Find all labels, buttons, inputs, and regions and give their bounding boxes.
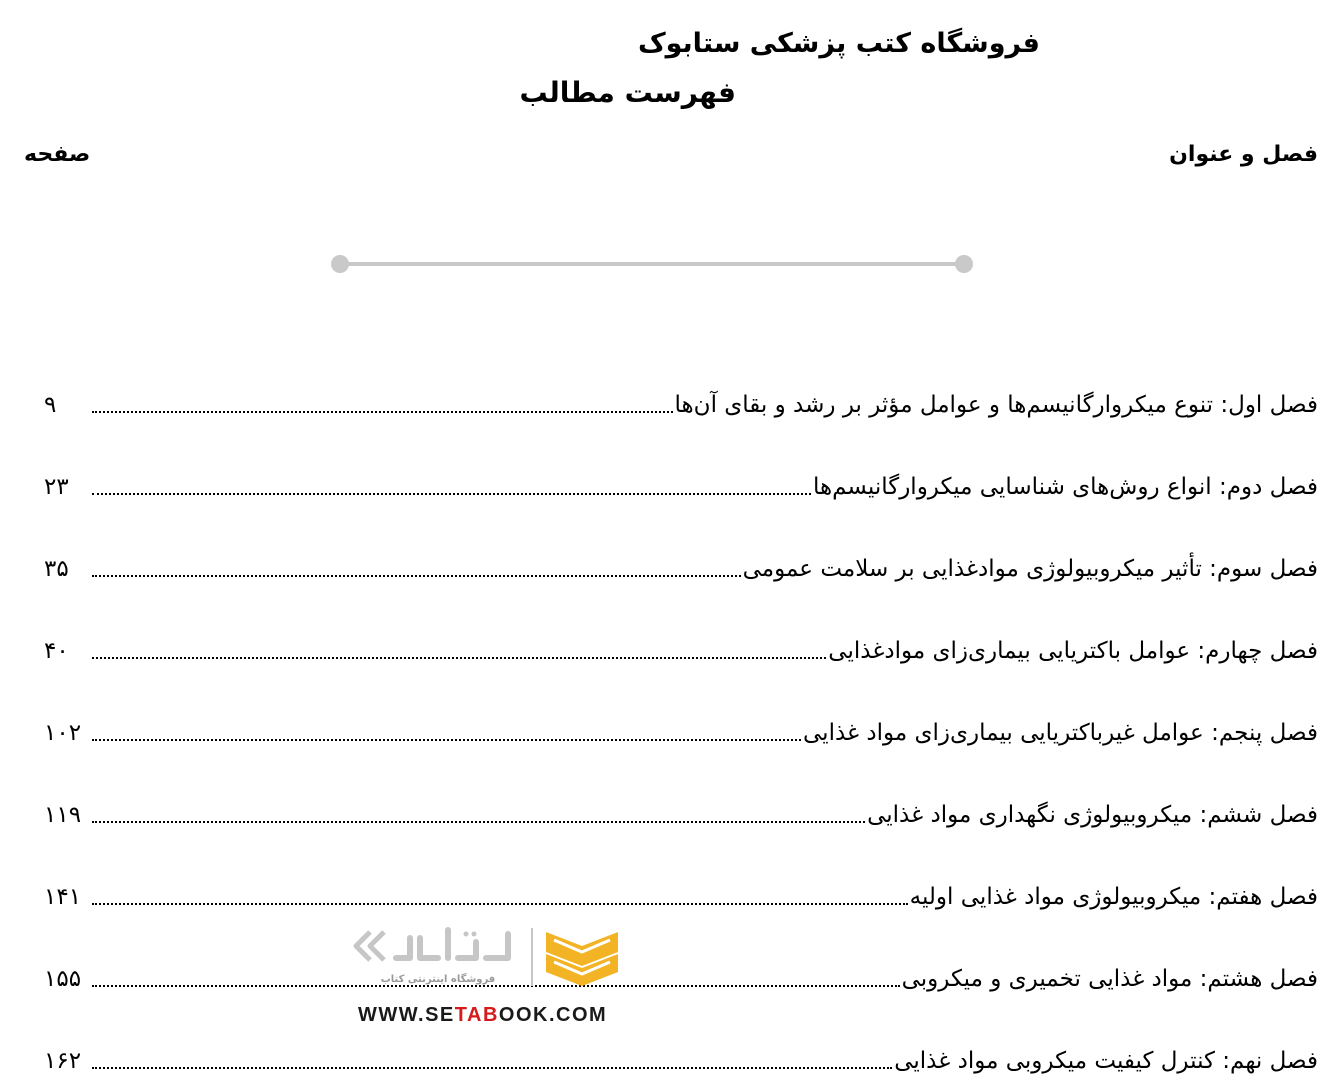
toc-page: ۱۵۵: [44, 966, 82, 993]
toc-row[interactable]: [44, 1026, 1318, 1076]
column-header-page: صفحه: [24, 142, 91, 167]
toc-leader-dots: [92, 410, 673, 413]
toc-leader-dots: [92, 492, 811, 495]
divider-dot-left: [331, 255, 349, 273]
toc-page: ۱۱۹: [44, 802, 82, 829]
toc-leader-dots: [92, 902, 908, 905]
toc-page: ۳۵: [44, 556, 69, 583]
watermark-subtitle: فروشگاه اینترنتی کتاب: [380, 974, 496, 985]
toc-title: فصل اول: تنوع میکروارگانیسم‌ها و عوامل مؤثر بر رشد و بقای آن‌ها: [674, 392, 1318, 419]
page-title: فهرست مطالب: [519, 76, 736, 109]
toc-title: فصل هفتم: میکروبیولوژی مواد غذایی اولیه: [909, 884, 1318, 911]
toc-title: فصل چهارم: عوامل باکتریایی بیماری‌زای موادغذایی: [828, 638, 1318, 665]
divider: [340, 262, 964, 266]
toc-title: فصل هشتم: مواد غذایی تخمیری و میکروبی: [901, 966, 1318, 993]
toc-row[interactable]: [44, 534, 1318, 584]
toc-leader-dots: [92, 656, 826, 659]
toc-page: ۹: [44, 392, 57, 419]
toc-page: ۲۳: [44, 474, 69, 501]
divider-dot-right: [955, 255, 973, 273]
column-header-chapter: فصل و عنوان: [1169, 142, 1318, 167]
url-prefix: WWW.SE: [358, 1004, 455, 1026]
chevron-arrows-icon: [356, 932, 384, 960]
toc-title: فصل سوم: تأثیر میکروبیولوژی موادغذایی بر سلامت عمومی: [742, 556, 1318, 583]
book-icon: [546, 932, 618, 986]
toc-row[interactable]: [44, 862, 1318, 912]
toc-page: ۱۴۱: [44, 884, 82, 911]
watermark-url[interactable]: [358, 1004, 607, 1027]
toc-leader-dots: [92, 574, 741, 577]
toc-title: فصل نهم: کنترل کیفیت میکروبی مواد غذایی: [894, 1048, 1318, 1075]
toc-leader-dots: [92, 738, 801, 741]
url-red: TAB: [454, 1004, 499, 1026]
wordmark-icon: [396, 930, 508, 958]
toc-row[interactable]: [44, 780, 1318, 830]
toc-page: ۴۰: [44, 638, 69, 665]
toc-leader-dots: [92, 820, 865, 823]
toc-page: ۱۰۲: [44, 720, 82, 747]
watermark: [338, 924, 628, 1036]
toc-title: فصل ششم: میکروبیولوژی نگهداری مواد غذایی: [867, 802, 1318, 829]
toc-row[interactable]: [44, 616, 1318, 666]
toc-leader-dots: [92, 1066, 892, 1069]
url-suffix: OOK.COM: [498, 1004, 608, 1026]
toc-row[interactable]: [44, 944, 1318, 994]
toc-row[interactable]: [44, 452, 1318, 502]
toc-row[interactable]: [44, 370, 1318, 420]
toc-page: ۱۶۲: [44, 1048, 82, 1075]
toc-title: فصل دوم: انواع روش‌های شناسایی میکروارگانیسم‌ها: [812, 474, 1318, 501]
toc-row[interactable]: [44, 698, 1318, 748]
store-title: فروشگاه کتب پزشکی ستابوک: [637, 28, 1040, 59]
toc-title: فصل پنجم: عوامل غیرباکتریایی بیماری‌زای مواد غذایی: [803, 720, 1318, 747]
